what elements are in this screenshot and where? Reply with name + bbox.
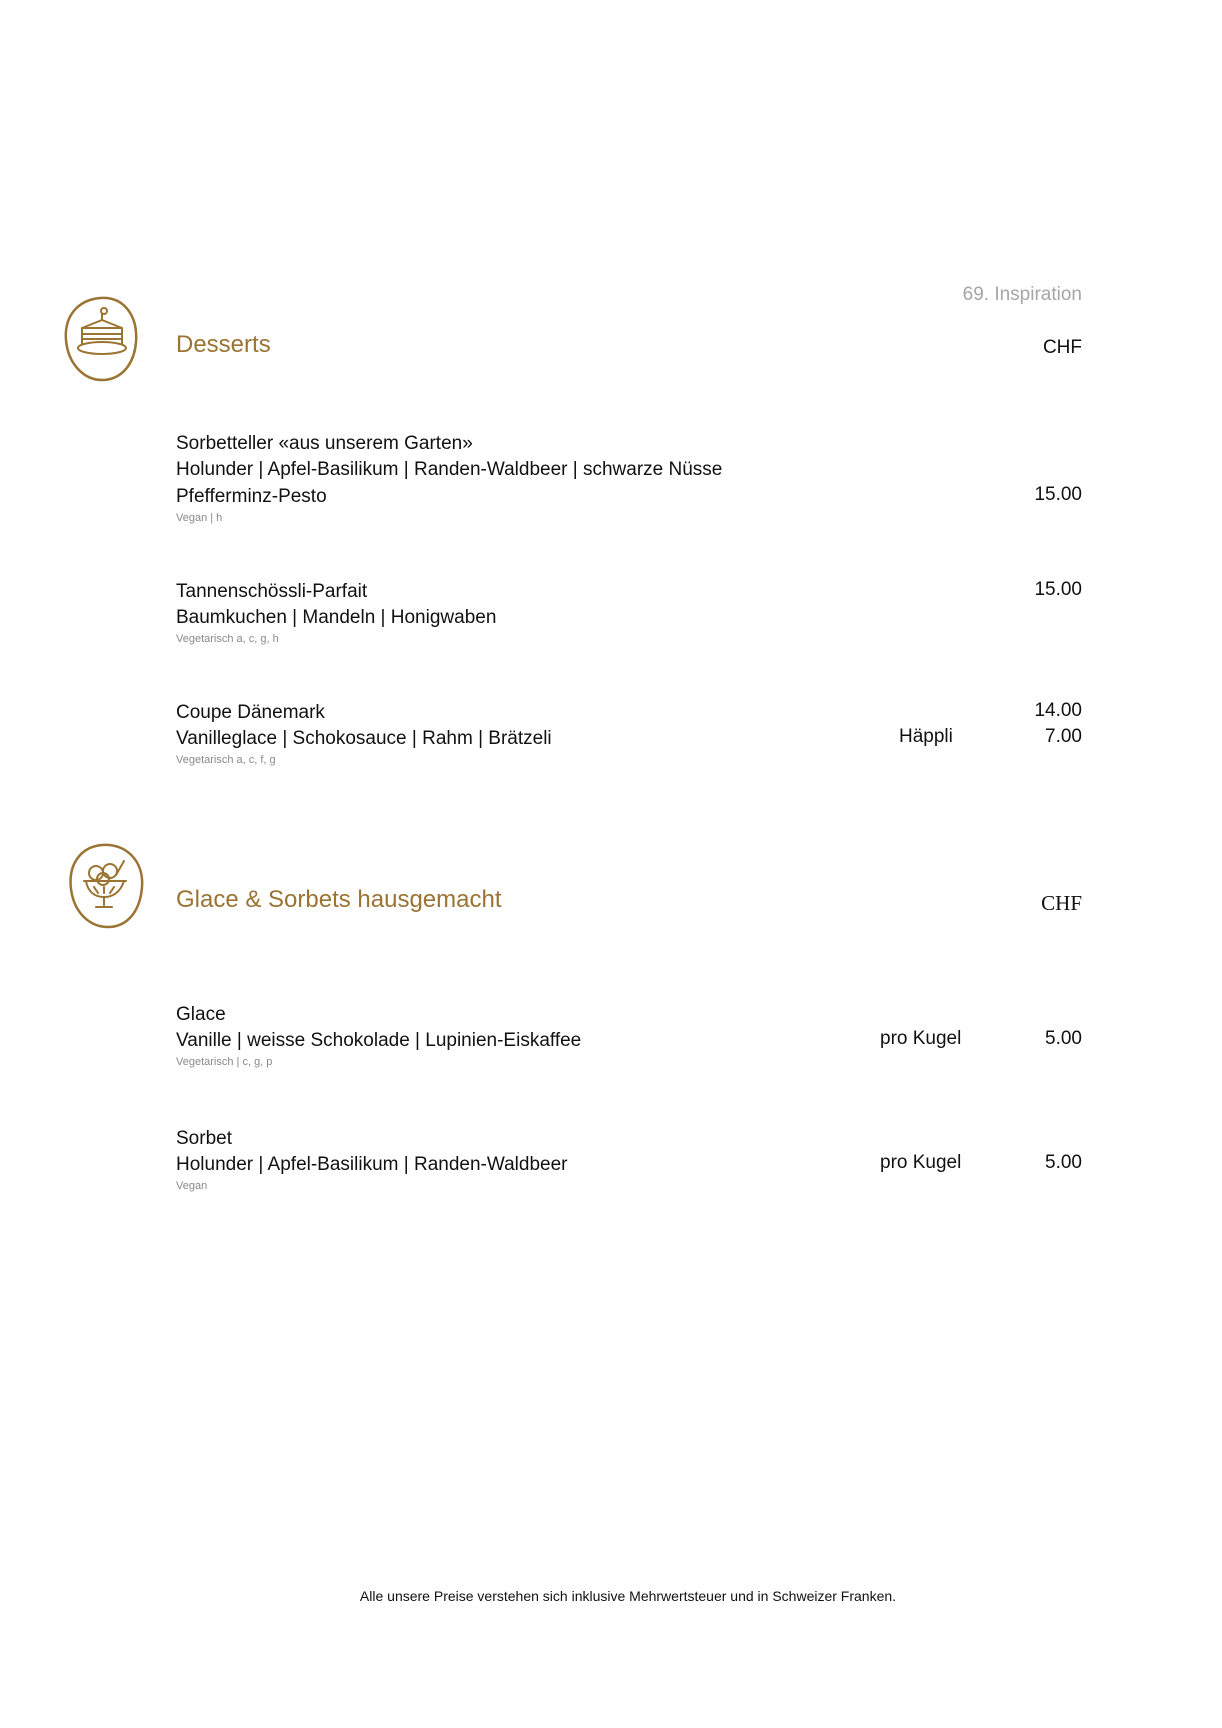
- page-label: 69. Inspiration: [962, 284, 1082, 305]
- item-price: 14.00: [1034, 700, 1082, 721]
- dietary-tags: Vegetarisch a, c, f, g: [176, 754, 276, 766]
- item-description: Vanilleglace | Schokosauce | Rahm | Brätzeli: [176, 728, 552, 749]
- footer-note: Alle unsere Preise verstehen sich inklusive Mehrwertsteuer und in Schweizer Franken.: [359, 1588, 897, 1604]
- item-price: 5.00: [1045, 1152, 1082, 1173]
- item-price: 15.00: [1034, 484, 1082, 505]
- unit-label: pro Kugel: [880, 1028, 962, 1049]
- item-description: Vanille | weisse Schokolade | Lupinien-Eiskaffee: [176, 1030, 582, 1051]
- item-title: Glace: [176, 1004, 226, 1025]
- item-title: Tannenschössli-Parfait: [176, 581, 368, 602]
- dietary-tags: Vegan: [176, 1180, 208, 1192]
- item-description: Pfefferminz-Pesto: [176, 486, 327, 507]
- ice-cream-sundae-icon: [66, 841, 146, 931]
- unit-label: pro Kugel: [880, 1152, 962, 1173]
- item-title: Coupe Dänemark: [176, 702, 325, 723]
- section-title-glace-sorbets: Glace & Sorbets hausgemacht: [176, 886, 502, 913]
- cake-icon: [62, 294, 142, 384]
- variant-label: Häppli: [899, 726, 953, 747]
- section-title-desserts: Desserts: [176, 331, 271, 358]
- currency-header: CHF: [1041, 891, 1082, 915]
- item-description: Baumkuchen | Mandeln | Honigwaben: [176, 607, 497, 628]
- item-description: Holunder | Apfel-Basilikum | Randen-Waldbeer: [176, 1154, 568, 1175]
- item-price: 5.00: [1045, 1028, 1082, 1049]
- dietary-tags: Vegetarisch | c, g, p: [176, 1056, 273, 1068]
- item-description: Holunder | Apfel-Basilikum | Randen-Waldbeer | schwarze Nüsse: [176, 459, 723, 480]
- dietary-tags: Vegetarisch a, c, g, h: [176, 633, 279, 645]
- currency-header: CHF: [1042, 337, 1082, 358]
- item-title: Sorbet: [176, 1128, 232, 1149]
- item-title: Sorbetteller «aus unserem Garten»: [176, 433, 473, 454]
- dietary-tags: Vegan | h: [176, 512, 223, 524]
- item-price: 15.00: [1034, 579, 1082, 600]
- variant-price: 7.00: [1045, 726, 1082, 747]
